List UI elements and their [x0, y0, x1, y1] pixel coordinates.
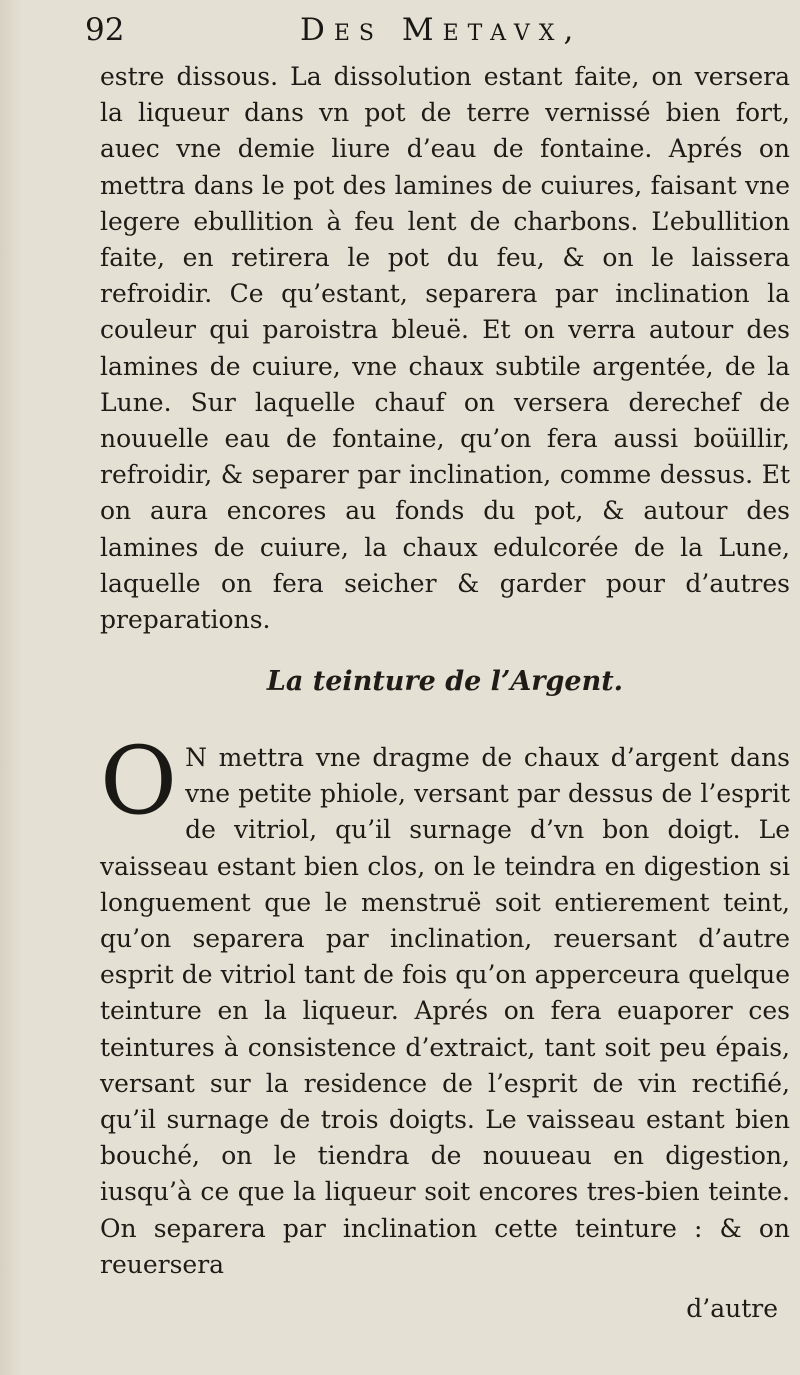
catchword: d’autre [686, 1294, 778, 1323]
page-gutter [0, 0, 22, 1375]
page-number: 92 [85, 12, 125, 48]
paragraph-teinture-text: N mettra vne dragme de chaux d’argent dans vne petite phiole, versant par dessus de l’esprit de vitriol, qu’il surnage d’vn bon doigt. Le vaisseau estant bien clos, on le teindra en digestion si longuement que le menstruë soit entierement teint, qu’on separera par inclination, reuersant d’autre esprit de vitriol tant de fois qu’on apperceura quelque teinture en la liqueur. Aprés on fera euaporer ces teintures à consistence d’extraict, tant soit peu épais, versant sur la residence de l’esprit de vin rectifié, qu’il surnage de trois doigts. Le vaisseau estant bien bouché, on le tiendra de nouueau en digestion, iusqu’à ce que la liqueur soit encores tres-bien teinte. On separera par inclination cette teinture : & on reuersera [100, 743, 790, 1279]
paragraph-teinture [100, 727, 790, 1283]
section-title: La teinture de l’Argent. [266, 666, 624, 697]
running-head: Des Metavx, [300, 12, 583, 48]
page-header [85, 12, 785, 56]
paragraph-dissolution: estre dissous. La dissolution estant faite, on versera la liqueur dans vn pot de terre vernissé bien fort, auec vne demie liure d’eau de fontaine. Aprés on mettra dans le pot des lamines de cuiures, faisant vne legere ebullition à feu lent de charbons. L’ebullition faite, en retirera le pot du feu, & on le laissera refroidir. Ce qu’estant, separera par inclination la couleur qui paroistra bleuë. Et on verra autour des lamines de cuiure, vne chaux subtile argentée, de la Lune. Sur laquelle chauf on versera derechef de nouuelle eau de fontaine, qu’on fera aussi boüillir, refroidir, & separer par inclination, comme dessus. Et on aura encores au fonds du pot, & autour des lamines de cuiure, la chaux edulcorée de la Lune, laquelle on fera seicher & garder pour d’autres preparations. [100, 62, 790, 635]
drop-cap: O [100, 727, 178, 836]
